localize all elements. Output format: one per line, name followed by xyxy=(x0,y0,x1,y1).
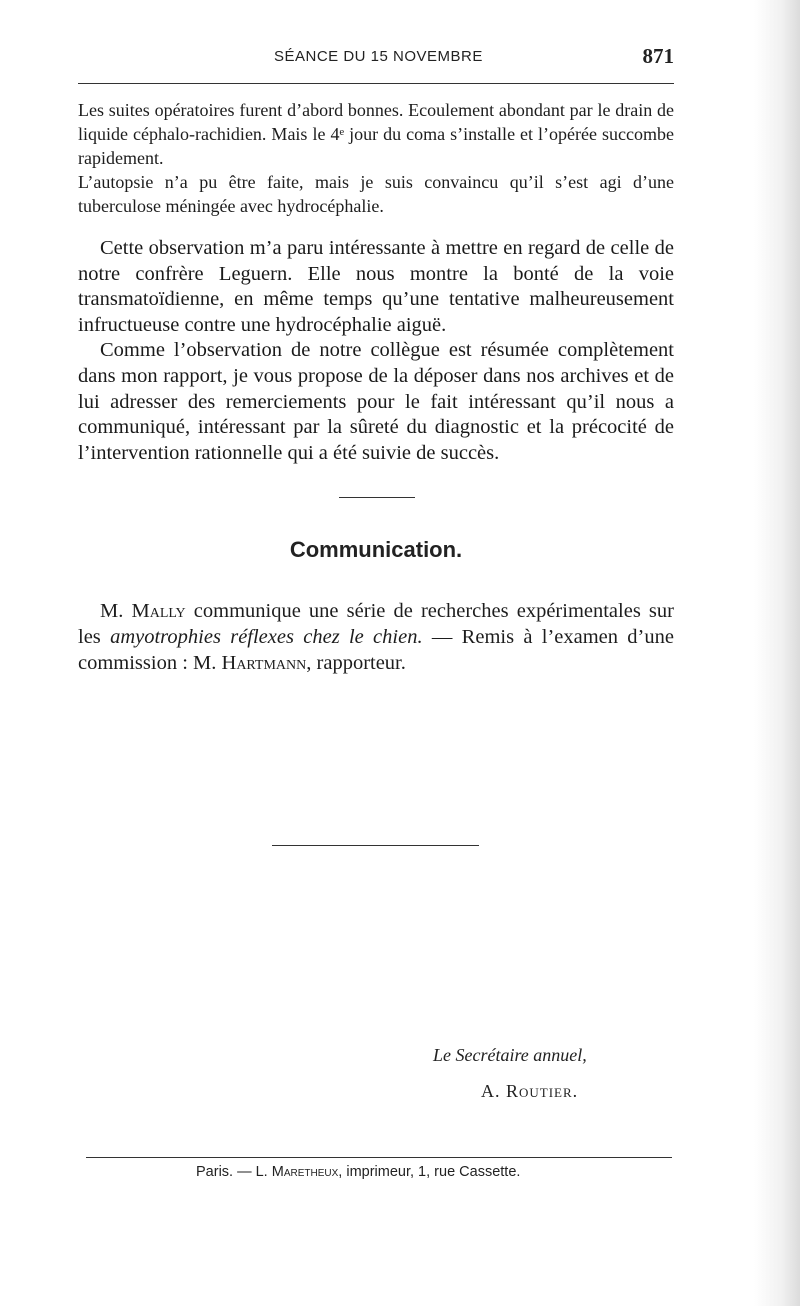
signature-name xyxy=(481,1081,578,1102)
communication-prefix: M. xyxy=(100,600,132,622)
imprint-address: , imprimeur, 1, rue Cassette. xyxy=(338,1164,521,1180)
printer-imprint xyxy=(196,1164,520,1180)
imprint-city: Paris. — L. xyxy=(196,1164,272,1180)
paragraph-operative-course: Les suites opératoires furent d’abord bonnes. Ecoulement abondant par le drain de liquide céphalo-rachidien. Mais le 4ᵉ jour du coma s’installe et l’opérée succombe rapidement. xyxy=(78,100,674,168)
report-discussion xyxy=(78,236,674,466)
page-edge-shadow xyxy=(754,0,800,1306)
header-rule xyxy=(78,83,674,84)
communication-section xyxy=(78,598,674,676)
rapporteur-name: Hartmann xyxy=(221,652,307,674)
section-heading: Communication. xyxy=(289,537,463,562)
footer-rule xyxy=(86,1157,672,1158)
paragraph-autopsy: L’autopsie n’a pu être faite, mais je suis convaincu qu’il s’est agi d’une tuberculose méningée avec hydrocéphalie. xyxy=(78,172,674,216)
running-title: SÉANCE DU 15 NOVEMBRE xyxy=(274,48,483,65)
signature-prefix: A. xyxy=(481,1081,506,1101)
printer-name: Maretheux xyxy=(271,1164,339,1180)
author-name: Mally xyxy=(131,600,186,622)
paragraph-proposal: Comme l’observation de notre collègue est résumée complètement dans mon rapport, je vous propose de la déposer dans nos archives et de lui adresser des remerciements pour le fait intéressant qu’il nous a communiqué, intéressant par la sûreté du diagnostic et la précocité de l’intervention rationnelle qui a été suivie de succès. xyxy=(78,339,674,464)
secretary-name: Routier xyxy=(506,1081,573,1101)
signature-title: Le Secrétaire annuel, xyxy=(433,1045,587,1065)
case-conclusion xyxy=(78,98,674,218)
paragraph-observation: Cette observation m’a paru intéressante à mettre en regard de celle de notre confrère Leguern. Elle nous montre la bonté de la voie transmatoïdienne, en même temps qu’une tentative malheureusement infructueuse contre une hydrocéphalie aiguë. xyxy=(78,237,674,336)
section-separator xyxy=(339,497,415,498)
rapporteur-suffix: , rapporteur. xyxy=(306,652,406,674)
page-number: 871 xyxy=(642,44,674,68)
communication-text: communique une série de recherches expérimentales sur les xyxy=(78,600,674,648)
page-header xyxy=(78,44,674,72)
end-separator xyxy=(272,845,479,846)
signature-suffix: . xyxy=(572,1081,579,1101)
communication-paragraph xyxy=(78,598,674,676)
communication-referral: — Remis à l’examen d’une commission : M. xyxy=(78,626,674,674)
research-title: amyotrophies réflexes chez le chien. xyxy=(110,626,423,648)
